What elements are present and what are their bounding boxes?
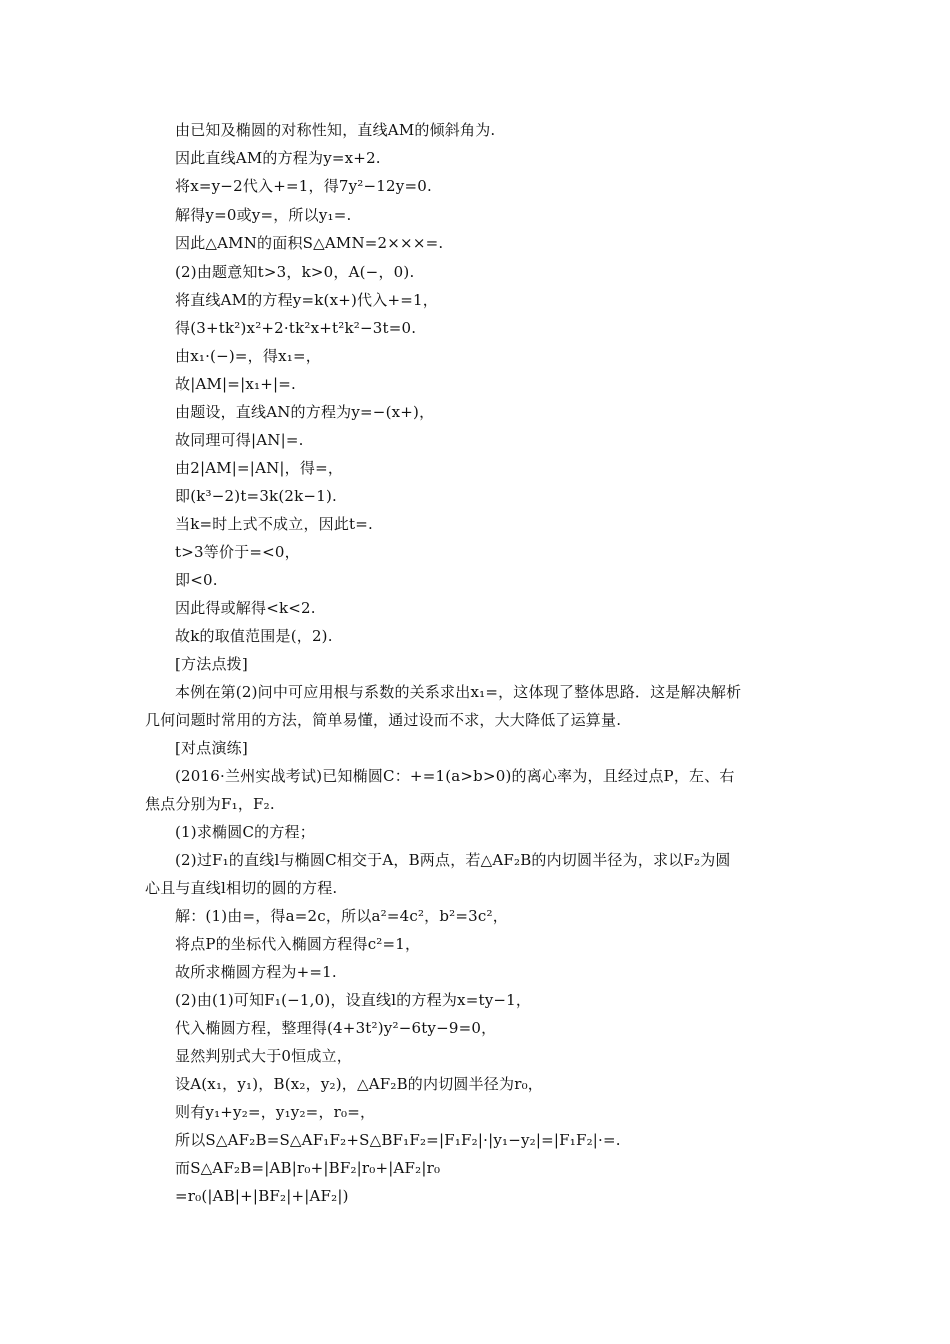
section-heading: [方法点拨] [175,655,248,673]
text-line: 故|AM|=|x₁+|=. [175,375,296,393]
text-line: 解：(1)由=，得a=2c，所以a²=4c²，b²=3c²， [175,907,508,925]
text-line: 几何问题时常用的方法，简单易懂，通过设而不求，大大降低了运算量. [145,711,622,729]
section-heading: [对点演练] [175,739,248,757]
text-line: 将点P的坐标代入椭圆方程得c²=1， [175,935,421,953]
text-line: 由2|AM|=|AN|，得=， [175,459,344,477]
text-line: 即<0. [175,571,218,589]
text-line: (2)过F₁的直线l与椭圆C相交于A，B两点，若△AF₂B的内切圆半径为，求以F₂为圆 [175,851,731,869]
text-line: 本例在第(2)问中可应用根与系数的关系求出x₁=，这体现了整体思路．这是解决解析 [175,683,742,701]
text-line: 故所求椭圆方程为+=1. [175,963,337,981]
text-line: 因此△AMN的面积S△AMN=2×××=. [175,234,444,252]
text-line: =r₀(|AB|+|BF₂|+|AF₂|) [175,1187,349,1205]
text-line: (2)由(1)可知F₁(−1,0)，设直线l的方程为x=ty−1， [175,991,532,1009]
text-line: 心且与直线l相切的圆的方程. [145,879,338,897]
text-line: (2)由题意知t>3，k>0，A(−，0). [175,263,415,281]
text-line: 将x=y−2代入+=1，得7y²−12y=0. [175,177,432,195]
text-line: (2016·兰州实战考试)已知椭圆C：+=1(a>b>0)的离心率为，且经过点P，左、右 [175,767,735,785]
text-line: 而S△AF₂B=|AB|r₀+|BF₂|r₀+|AF₂|r₀ [175,1159,441,1177]
text-line: 所以S△AF₂B=S△AF₁F₂+S△BF₁F₂=|F₁F₂|·|y₁−y₂|=|F₁F₂|·=. [175,1131,621,1149]
text-line: 故同理可得|AN|=. [175,431,304,449]
text-line: 由题设，直线AN的方程为y=−(x+)， [175,403,435,421]
text-line: 设A(x₁，y₁)，B(x₂，y₂)，△AF₂B的内切圆半径为r₀， [175,1075,543,1093]
text-line: 故k的取值范围是(，2). [175,627,333,645]
text-line: 当k=时上式不成立，因此t=. [175,515,374,533]
text-line: 因此得或解得<k<2. [175,599,316,617]
text-line: 代入椭圆方程，整理得(4+3t²)y²−6ty−9=0， [175,1019,497,1037]
text-line: 显然判别式大于0恒成立， [175,1047,352,1065]
text-line: t>3等价于=<0， [175,543,300,561]
text-line: 解得y=0或y=，所以y₁=. [175,206,352,224]
text-line: 将直线AM的方程y=k(x+)代入+=1， [175,291,438,309]
text-line: 因此直线AM的方程为y=x+2. [175,149,381,167]
text-line: (1)求椭圆C的方程； [175,823,315,841]
text-line: 由x₁·(−)=，得x₁=， [175,347,321,365]
text-line: 即(k³−2)t=3k(2k−1). [175,487,337,505]
text-line: 得(3+tk²)x²+2·tk²x+t²k²−3t=0. [175,319,417,337]
text-line: 焦点分别为F₁，F₂. [145,795,275,813]
text-line: 由已知及椭圆的对称性知，直线AM的倾斜角为. [175,121,496,139]
text-line: 则有y₁+y₂=，y₁y₂=，r₀=， [175,1103,376,1121]
